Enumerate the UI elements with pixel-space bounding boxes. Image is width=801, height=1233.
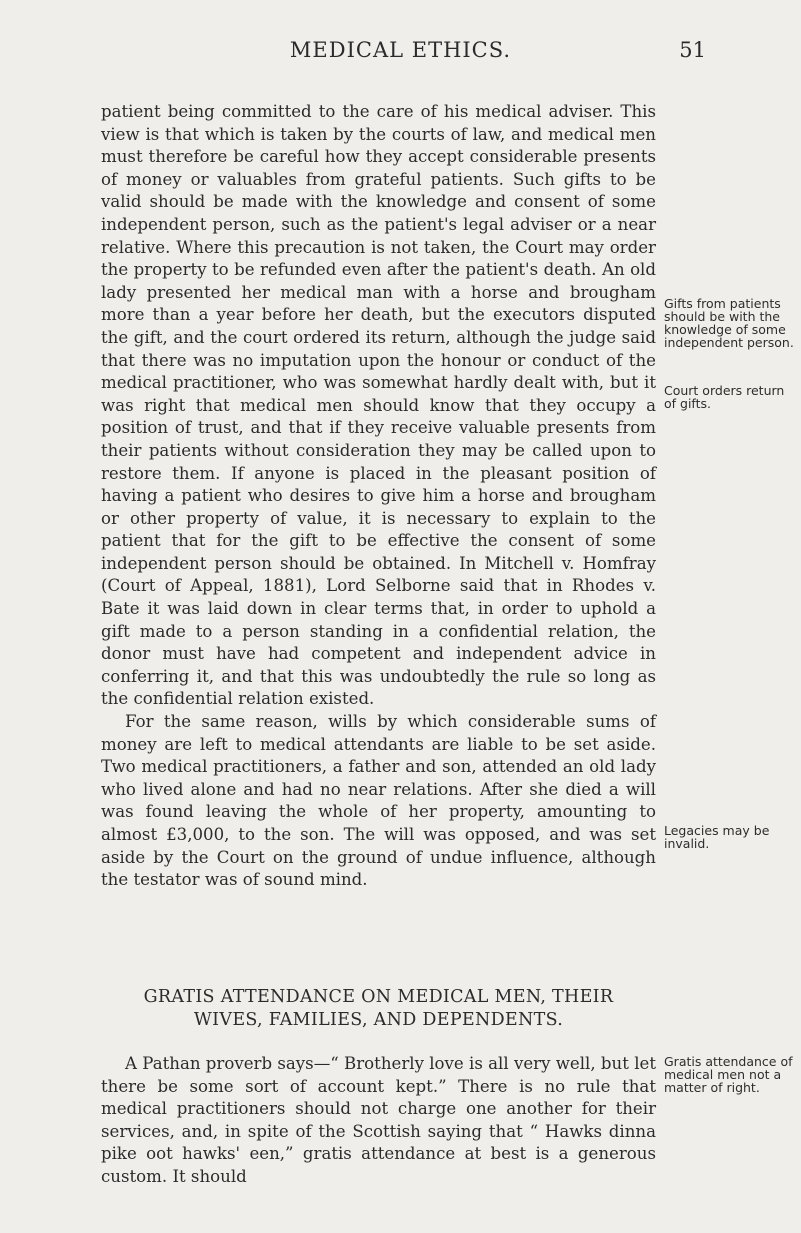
section-text xyxy=(101,1053,656,1189)
running-head: MEDICAL ETHICS. xyxy=(289,38,512,62)
paragraph-legacies: For the same reason, wills by which considerable sums of money are left to medical attendants are liable to be set aside. Two medical practitioners, a father and son, attended an old lady who lived alone and had no near relations. After she died a will was found leaving the whole of her property, amounting to almost £3,000, to the son. The will was opposed, and was set aside by the Court on the ground of undue influence, although the testator was of sound mind. xyxy=(101,712,656,890)
section-heading-line-2: WIVES, FAMILIES, AND DEPENDENTS. xyxy=(193,1009,564,1030)
main-text xyxy=(101,101,656,892)
paragraph-gratis: A Pathan proverb says—“ Brotherly love is all very well, but let there be some sort of account kept.” There is no rule that medical practitioners should not charge one another for their services, and, in spite of the Scottish saying that “ Hawks dinna pike oot hawks' een,” gratis attendance at best is a generous custom. It should xyxy=(101,1054,656,1186)
side-note-gifts: Gifts from patients should be with the knowledge of some independent person. xyxy=(664,296,794,350)
section-heading-line-1: GRATIS ATTENDANCE ON MEDICAL MEN, THEIR xyxy=(143,987,614,1007)
side-note-court-orders: Court orders return of gifts. xyxy=(664,383,785,411)
page-number: 51 xyxy=(679,38,706,62)
side-note-legacies: Legacies may be invalid. xyxy=(664,823,770,851)
section-heading xyxy=(101,986,656,1031)
paragraph-gifts: patient being committed to the care of his medical adviser. This view is that which is taken by the courts of law, and medical men must therefore be careful how they accept considerable presents of money or valuables from grateful patients. Such gifts to be valid should be made with the knowledge and consent of some independent person, such as the patient's legal adviser or a near relative. Where this precaution is not taken, the Court may order the property to be refunded even after the patient's death. An old lady presented her medical man with a horse and brougham more than a year before her death, but the executors disputed the gift, and the court ordered its return, although the judge said that there was no imputation upon the honour or conduct of the medical practitioner, who was somewhat hardly dealt with, but it was right that medical men should know that they occupy a position of trust, and that if they receive valuable presents from their patients without consideration they may be called upon to restore them. If anyone is placed in the pleasant position of having a patient who desires to give him a horse and brougham or other property of value, it is necessary to explain to the patient that for the gift to be effective the consent of some independent person should be obtained. In Mitchell v. Homfray (Court of Appeal, 1881), Lord Selborne said that in Rhodes v. Bate it was laid down in clear terms that, in order to uphold a gift made to a person standing in a confidential relation, the donor must have had competent and independent advice in conferring it, and that this was undoubtedly the rule so long as the confidential relation existed. xyxy=(101,102,656,709)
side-note-gratis: Gratis attendance of medical men not a matter of right. xyxy=(664,1054,793,1095)
page-header xyxy=(0,38,801,68)
